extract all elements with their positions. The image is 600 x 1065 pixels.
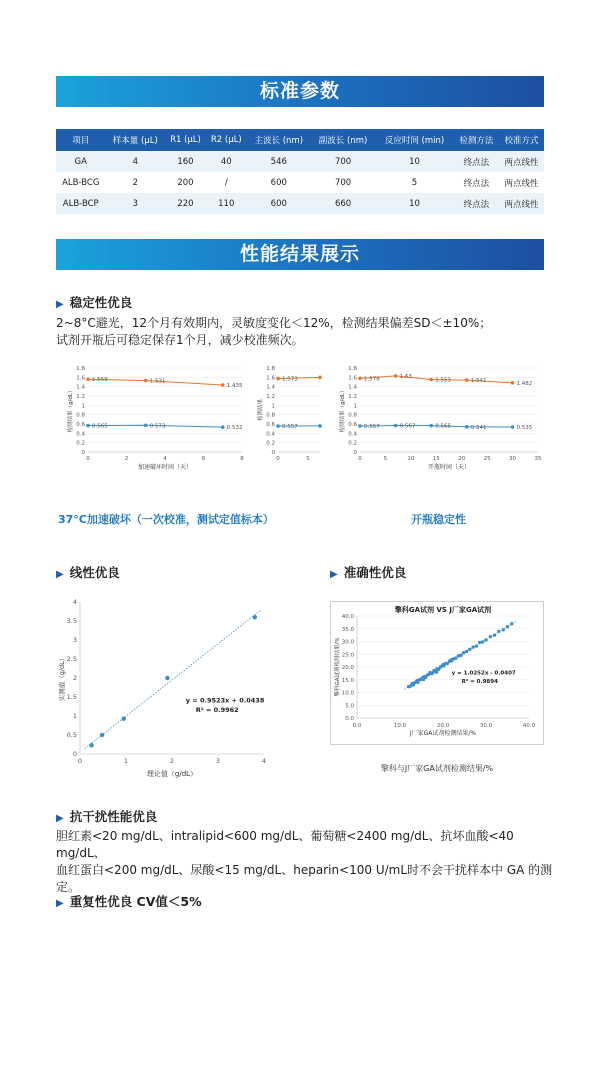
data-point bbox=[478, 641, 481, 644]
table-cell: 700 bbox=[311, 151, 375, 172]
data-point bbox=[493, 633, 496, 636]
data-point bbox=[497, 630, 500, 633]
y-tick-label: 1.4 bbox=[266, 384, 275, 391]
triangle-bullet-icon: ▶ bbox=[56, 813, 64, 824]
trendline-equation: y = 0.9523x + 0.0438 bbox=[185, 696, 265, 705]
x-tick-label: 25 bbox=[483, 456, 491, 462]
x-axis-label: J厂家GA试剂检测结果/% bbox=[409, 730, 477, 737]
table-cell: GA bbox=[56, 151, 105, 172]
y-tick-label: 1.2 bbox=[348, 394, 357, 400]
x-tick-label: 15 bbox=[432, 456, 440, 462]
open-bottle-stability-chart bbox=[330, 362, 544, 474]
data-point bbox=[144, 379, 148, 383]
data-point bbox=[253, 615, 257, 619]
data-point bbox=[221, 425, 225, 429]
y-axis-label: 检测结果 bbox=[258, 398, 264, 422]
table-cell: 两点线性 bbox=[499, 151, 544, 172]
table-cell: / bbox=[206, 172, 247, 193]
y-tick-label: 0.2 bbox=[76, 440, 85, 447]
y-tick-label: 1.8 bbox=[76, 366, 85, 372]
table-cell: 终点法 bbox=[454, 172, 499, 193]
trendline-r2: R² = 0.9894 bbox=[461, 679, 498, 686]
params-header-cell: 项目 bbox=[56, 129, 105, 151]
table-cell: 40 bbox=[206, 151, 247, 172]
y-tick-label: 0.4 bbox=[76, 431, 85, 438]
y-tick-label: 0.5 bbox=[66, 731, 77, 739]
accuracy-title: 准确性优良 bbox=[343, 565, 407, 580]
data-point bbox=[394, 424, 398, 428]
data-label: 0.541 bbox=[470, 424, 487, 431]
table-cell: 110 bbox=[206, 193, 247, 214]
table-cell: 700 bbox=[311, 172, 375, 193]
data-label: 1.482 bbox=[516, 380, 533, 387]
data-label: 1.573 bbox=[282, 376, 298, 383]
data-point bbox=[318, 376, 322, 380]
y-axis-label: 检测结果（g/dL） bbox=[340, 387, 346, 433]
data-point bbox=[459, 654, 462, 657]
data-point bbox=[411, 682, 414, 685]
data-point bbox=[511, 381, 515, 385]
data-point bbox=[86, 424, 90, 428]
data-label: 1.559 bbox=[92, 377, 108, 384]
data-point bbox=[276, 377, 280, 381]
y-axis-label: 检测结果（g/dL） bbox=[68, 387, 74, 433]
data-label: 0.565 bbox=[92, 423, 108, 430]
params-header-cell: 反应时间 (min) bbox=[375, 129, 454, 151]
data-point bbox=[318, 424, 322, 428]
y-tick-label: 15.0 bbox=[341, 677, 354, 684]
chart-title: 擎科GA试剂 VS J厂家GA试剂 bbox=[394, 606, 492, 614]
y-tick-label: 1 bbox=[81, 403, 85, 410]
y-axis-label: 实测值（g/dL） bbox=[58, 654, 66, 702]
y-tick-label: 1 bbox=[353, 403, 357, 410]
x-tick-label: 4 bbox=[261, 757, 267, 765]
linearity-title: 线性优良 bbox=[69, 565, 120, 580]
standard-params-banner: 标准参数 bbox=[56, 76, 544, 107]
x-tick-label: 2 bbox=[169, 757, 175, 765]
interference-text-line1: 胆红素<20 mg/dL、intralipid<600 mg/dL、葡萄糖<2400 mg/dL、抗坏血酸<40 mg/dL、 bbox=[56, 829, 514, 860]
y-tick-label: 0.2 bbox=[266, 440, 275, 447]
data-point bbox=[429, 424, 433, 428]
data-point bbox=[481, 640, 484, 643]
y-tick-label: 20.0 bbox=[341, 665, 354, 671]
data-label: 0.565 bbox=[435, 423, 451, 430]
data-point bbox=[122, 716, 126, 720]
stability-text-line2: 试剂开瓶后可稳定保存1个月，减少校准频次。 bbox=[56, 333, 304, 347]
y-axis-label: 擎科GA试剂检测结果/% bbox=[335, 637, 341, 697]
x-tick-label: 5 bbox=[306, 456, 310, 462]
x-tick-label: 0 bbox=[276, 456, 280, 462]
y-tick-label: 1.4 bbox=[76, 384, 85, 391]
table-cell: 5 bbox=[375, 172, 454, 193]
data-label: 1.541 bbox=[470, 378, 487, 385]
y-tick-label: 1.6 bbox=[348, 375, 357, 382]
y-tick-label: 1 bbox=[72, 712, 77, 720]
data-point bbox=[450, 658, 453, 661]
y-tick-label: 30.0 bbox=[341, 639, 354, 646]
x-tick-label: 6 bbox=[201, 456, 206, 462]
data-point bbox=[394, 374, 398, 378]
accuracy-heading bbox=[330, 563, 406, 581]
data-point bbox=[489, 635, 492, 638]
y-tick-label: 0.6 bbox=[76, 422, 85, 428]
data-label: 0.573 bbox=[149, 423, 166, 430]
y-tick-label: 3 bbox=[72, 636, 77, 644]
table-cell: 10 bbox=[375, 193, 454, 214]
y-tick-label: 40.0 bbox=[341, 614, 354, 620]
x-axis-label: 理论值（g/dL） bbox=[146, 770, 198, 778]
y-tick-label: 2.5 bbox=[66, 655, 77, 663]
y-tick-label: 10.0 bbox=[341, 690, 354, 697]
y-tick-label: 0.2 bbox=[348, 440, 357, 447]
params-header-cell: 样本量 (μL) bbox=[105, 129, 165, 151]
x-tick-label: 4 bbox=[163, 456, 167, 462]
table-cell: 4 bbox=[105, 151, 165, 172]
interference-text bbox=[56, 828, 556, 896]
x-tick-label: 3 bbox=[215, 757, 221, 765]
y-tick-label: 0.6 bbox=[266, 422, 275, 428]
y-tick-label: 35.0 bbox=[341, 626, 354, 633]
data-point bbox=[441, 663, 444, 666]
data-point bbox=[465, 650, 468, 653]
data-point bbox=[276, 424, 280, 428]
table-row bbox=[56, 193, 544, 214]
x-axis-label: 加速破坏时间（天） bbox=[137, 464, 193, 471]
x-tick-label: 10.0 bbox=[393, 723, 407, 729]
x-tick-label: 35 bbox=[534, 456, 542, 462]
y-tick-label: 1 bbox=[271, 403, 275, 410]
interference-heading bbox=[56, 807, 157, 825]
x-tick-label: 1 bbox=[123, 757, 129, 765]
table-cell: ALB-BCG bbox=[56, 172, 105, 193]
stability-text bbox=[56, 315, 556, 349]
x-tick-label: 20 bbox=[458, 456, 466, 462]
x-tick-label: 30 bbox=[509, 456, 517, 462]
trendline-equation: y = 1.0252x - 0.0407 bbox=[451, 670, 516, 677]
accuracy-chart-frame bbox=[330, 601, 544, 745]
data-point bbox=[221, 383, 225, 387]
table-cell: 终点法 bbox=[454, 193, 499, 214]
y-tick-label: 0.0 bbox=[345, 716, 354, 722]
params-table bbox=[56, 129, 544, 214]
y-tick-label: 0 bbox=[81, 450, 85, 456]
x-tick-label: 0.0 bbox=[352, 723, 362, 729]
data-label: 0.557 bbox=[364, 424, 380, 431]
linearity-chart bbox=[56, 592, 270, 782]
accelerated-stability-chart-2 bbox=[252, 362, 324, 474]
x-axis-label: 开瓶时间（天） bbox=[427, 464, 471, 471]
triangle-bullet-icon: ▶ bbox=[56, 299, 64, 310]
table-row bbox=[56, 172, 544, 193]
x-tick-label: 0 bbox=[358, 456, 362, 462]
x-tick-label: 30.0 bbox=[479, 723, 493, 729]
y-tick-label: 1.2 bbox=[76, 394, 85, 400]
table-cell: 600 bbox=[247, 193, 311, 214]
data-point bbox=[435, 670, 438, 673]
data-point bbox=[471, 645, 474, 648]
data-label: 1.435 bbox=[226, 383, 243, 390]
table-cell: 10 bbox=[375, 151, 454, 172]
params-table-header-row bbox=[56, 129, 544, 151]
y-tick-label: 5.0 bbox=[345, 703, 354, 710]
linearity-heading bbox=[56, 563, 120, 581]
table-cell: 160 bbox=[165, 151, 206, 172]
y-tick-label: 0.8 bbox=[76, 412, 85, 419]
table-cell: 3 bbox=[105, 193, 165, 214]
table-cell: ALB-BCP bbox=[56, 193, 105, 214]
y-tick-label: 1.8 bbox=[348, 366, 357, 372]
data-point bbox=[100, 733, 104, 737]
data-point bbox=[484, 638, 487, 641]
data-point bbox=[506, 625, 509, 628]
x-tick-label: 2 bbox=[124, 456, 129, 462]
table-cell: 2 bbox=[105, 172, 165, 193]
x-tick-label: 0 bbox=[77, 757, 83, 765]
params-header-cell: R2 (μL) bbox=[206, 129, 247, 151]
data-point bbox=[165, 676, 169, 680]
y-tick-label: 0.8 bbox=[348, 412, 357, 419]
data-point bbox=[428, 671, 431, 674]
y-tick-label: 1.5 bbox=[66, 693, 77, 701]
y-tick-label: 2 bbox=[72, 674, 77, 682]
data-point bbox=[475, 644, 478, 647]
data-label: 1.531 bbox=[149, 378, 166, 385]
triangle-bullet-icon: ▶ bbox=[56, 898, 64, 909]
accuracy-chart bbox=[331, 602, 543, 744]
accelerated-caption: 37°C加速破坏（一次校准，测试定值标本） bbox=[58, 513, 274, 526]
data-point bbox=[511, 425, 515, 429]
x-tick-label: 40.0 bbox=[522, 723, 536, 729]
y-tick-label: 1.6 bbox=[266, 375, 275, 382]
trendline bbox=[85, 610, 261, 748]
x-tick-label: 0 bbox=[86, 456, 90, 462]
accuracy-subcaption: 擎科与J厂家GA试剂检测结果/% bbox=[380, 764, 494, 773]
y-tick-label: 0.4 bbox=[348, 431, 357, 438]
data-label: 1.578 bbox=[364, 376, 380, 383]
x-tick-label: 5 bbox=[383, 456, 388, 462]
y-tick-label: 0 bbox=[271, 450, 275, 456]
data-label: 0.567 bbox=[399, 423, 416, 430]
table-cell: 200 bbox=[165, 172, 206, 193]
y-tick-label: 0.4 bbox=[266, 431, 275, 438]
data-label: 0.535 bbox=[516, 425, 533, 432]
data-point bbox=[422, 678, 425, 681]
x-tick-label: 10 bbox=[407, 456, 415, 462]
open-bottle-caption: 开瓶稳定性 bbox=[411, 513, 466, 526]
stability-title: 稳定性优良 bbox=[69, 295, 133, 310]
data-point bbox=[358, 424, 362, 428]
y-tick-label: 1.2 bbox=[266, 394, 275, 400]
performance-banner: 性能结果展示 bbox=[56, 239, 544, 270]
data-label: 1.553 bbox=[435, 377, 451, 384]
triangle-bullet-icon: ▶ bbox=[56, 569, 64, 580]
data-point bbox=[429, 378, 433, 382]
y-tick-label: 3.5 bbox=[66, 617, 77, 625]
data-point bbox=[416, 679, 419, 682]
trendline-r2: R² = 0.9962 bbox=[195, 706, 239, 715]
data-point bbox=[465, 378, 469, 382]
data-label: 1.63 bbox=[399, 373, 412, 380]
y-tick-label: 0 bbox=[72, 750, 77, 758]
y-tick-label: 1.6 bbox=[76, 375, 85, 382]
y-tick-label: 0.6 bbox=[348, 422, 357, 428]
params-header-cell: 校准方式 bbox=[499, 129, 544, 151]
table-cell: 终点法 bbox=[454, 151, 499, 172]
data-point bbox=[86, 377, 90, 381]
params-header-cell: R1 (μL) bbox=[165, 129, 206, 151]
y-tick-label: 4 bbox=[72, 598, 77, 606]
data-point bbox=[89, 743, 93, 747]
table-cell: 两点线性 bbox=[499, 193, 544, 214]
accelerated-stability-chart bbox=[58, 362, 248, 474]
y-tick-label: 0 bbox=[353, 450, 357, 456]
data-point bbox=[454, 656, 457, 659]
x-tick-label: 8 bbox=[240, 456, 244, 462]
data-point bbox=[462, 651, 465, 654]
table-cell: 220 bbox=[165, 193, 206, 214]
data-point bbox=[502, 628, 505, 631]
interference-text-line2: 血红蛋白<200 mg/dL、尿酸<15 mg/dL、heparin<100 U/mL时不会干扰样本中 GA 的测定。 bbox=[56, 863, 553, 894]
table-row bbox=[56, 151, 544, 172]
data-point bbox=[510, 622, 513, 625]
y-tick-label: 0.8 bbox=[266, 412, 275, 419]
params-header-cell: 副波长 (nm) bbox=[311, 129, 375, 151]
table-cell: 660 bbox=[311, 193, 375, 214]
y-tick-label: 1.4 bbox=[348, 384, 357, 391]
data-point bbox=[358, 377, 362, 381]
params-header-cell: 主波长 (nm) bbox=[247, 129, 311, 151]
data-point bbox=[144, 423, 148, 427]
x-tick-label: 20.0 bbox=[436, 723, 450, 729]
y-tick-label: 1.8 bbox=[266, 366, 275, 372]
triangle-bullet-icon: ▶ bbox=[330, 569, 338, 580]
repeatability-title: 重复性优良 CV值＜5% bbox=[69, 894, 202, 909]
table-cell: 两点线性 bbox=[499, 172, 544, 193]
params-header-cell: 检测方法 bbox=[454, 129, 499, 151]
data-point bbox=[465, 425, 469, 429]
table-cell: 600 bbox=[247, 172, 311, 193]
repeatability-heading bbox=[56, 892, 202, 910]
stability-heading bbox=[56, 293, 132, 311]
stability-text-line1: 2~8°C避光，12个月有效期内，灵敏度变化＜12%，检测结果偏差SD＜±10%； bbox=[56, 316, 492, 330]
y-tick-label: 25.0 bbox=[341, 652, 354, 659]
data-point bbox=[468, 648, 471, 651]
data-label: 0.532 bbox=[226, 425, 243, 432]
interference-title: 抗干扰性能优良 bbox=[69, 809, 158, 824]
table-cell: 546 bbox=[247, 151, 311, 172]
data-label: 0.557 bbox=[282, 424, 298, 431]
